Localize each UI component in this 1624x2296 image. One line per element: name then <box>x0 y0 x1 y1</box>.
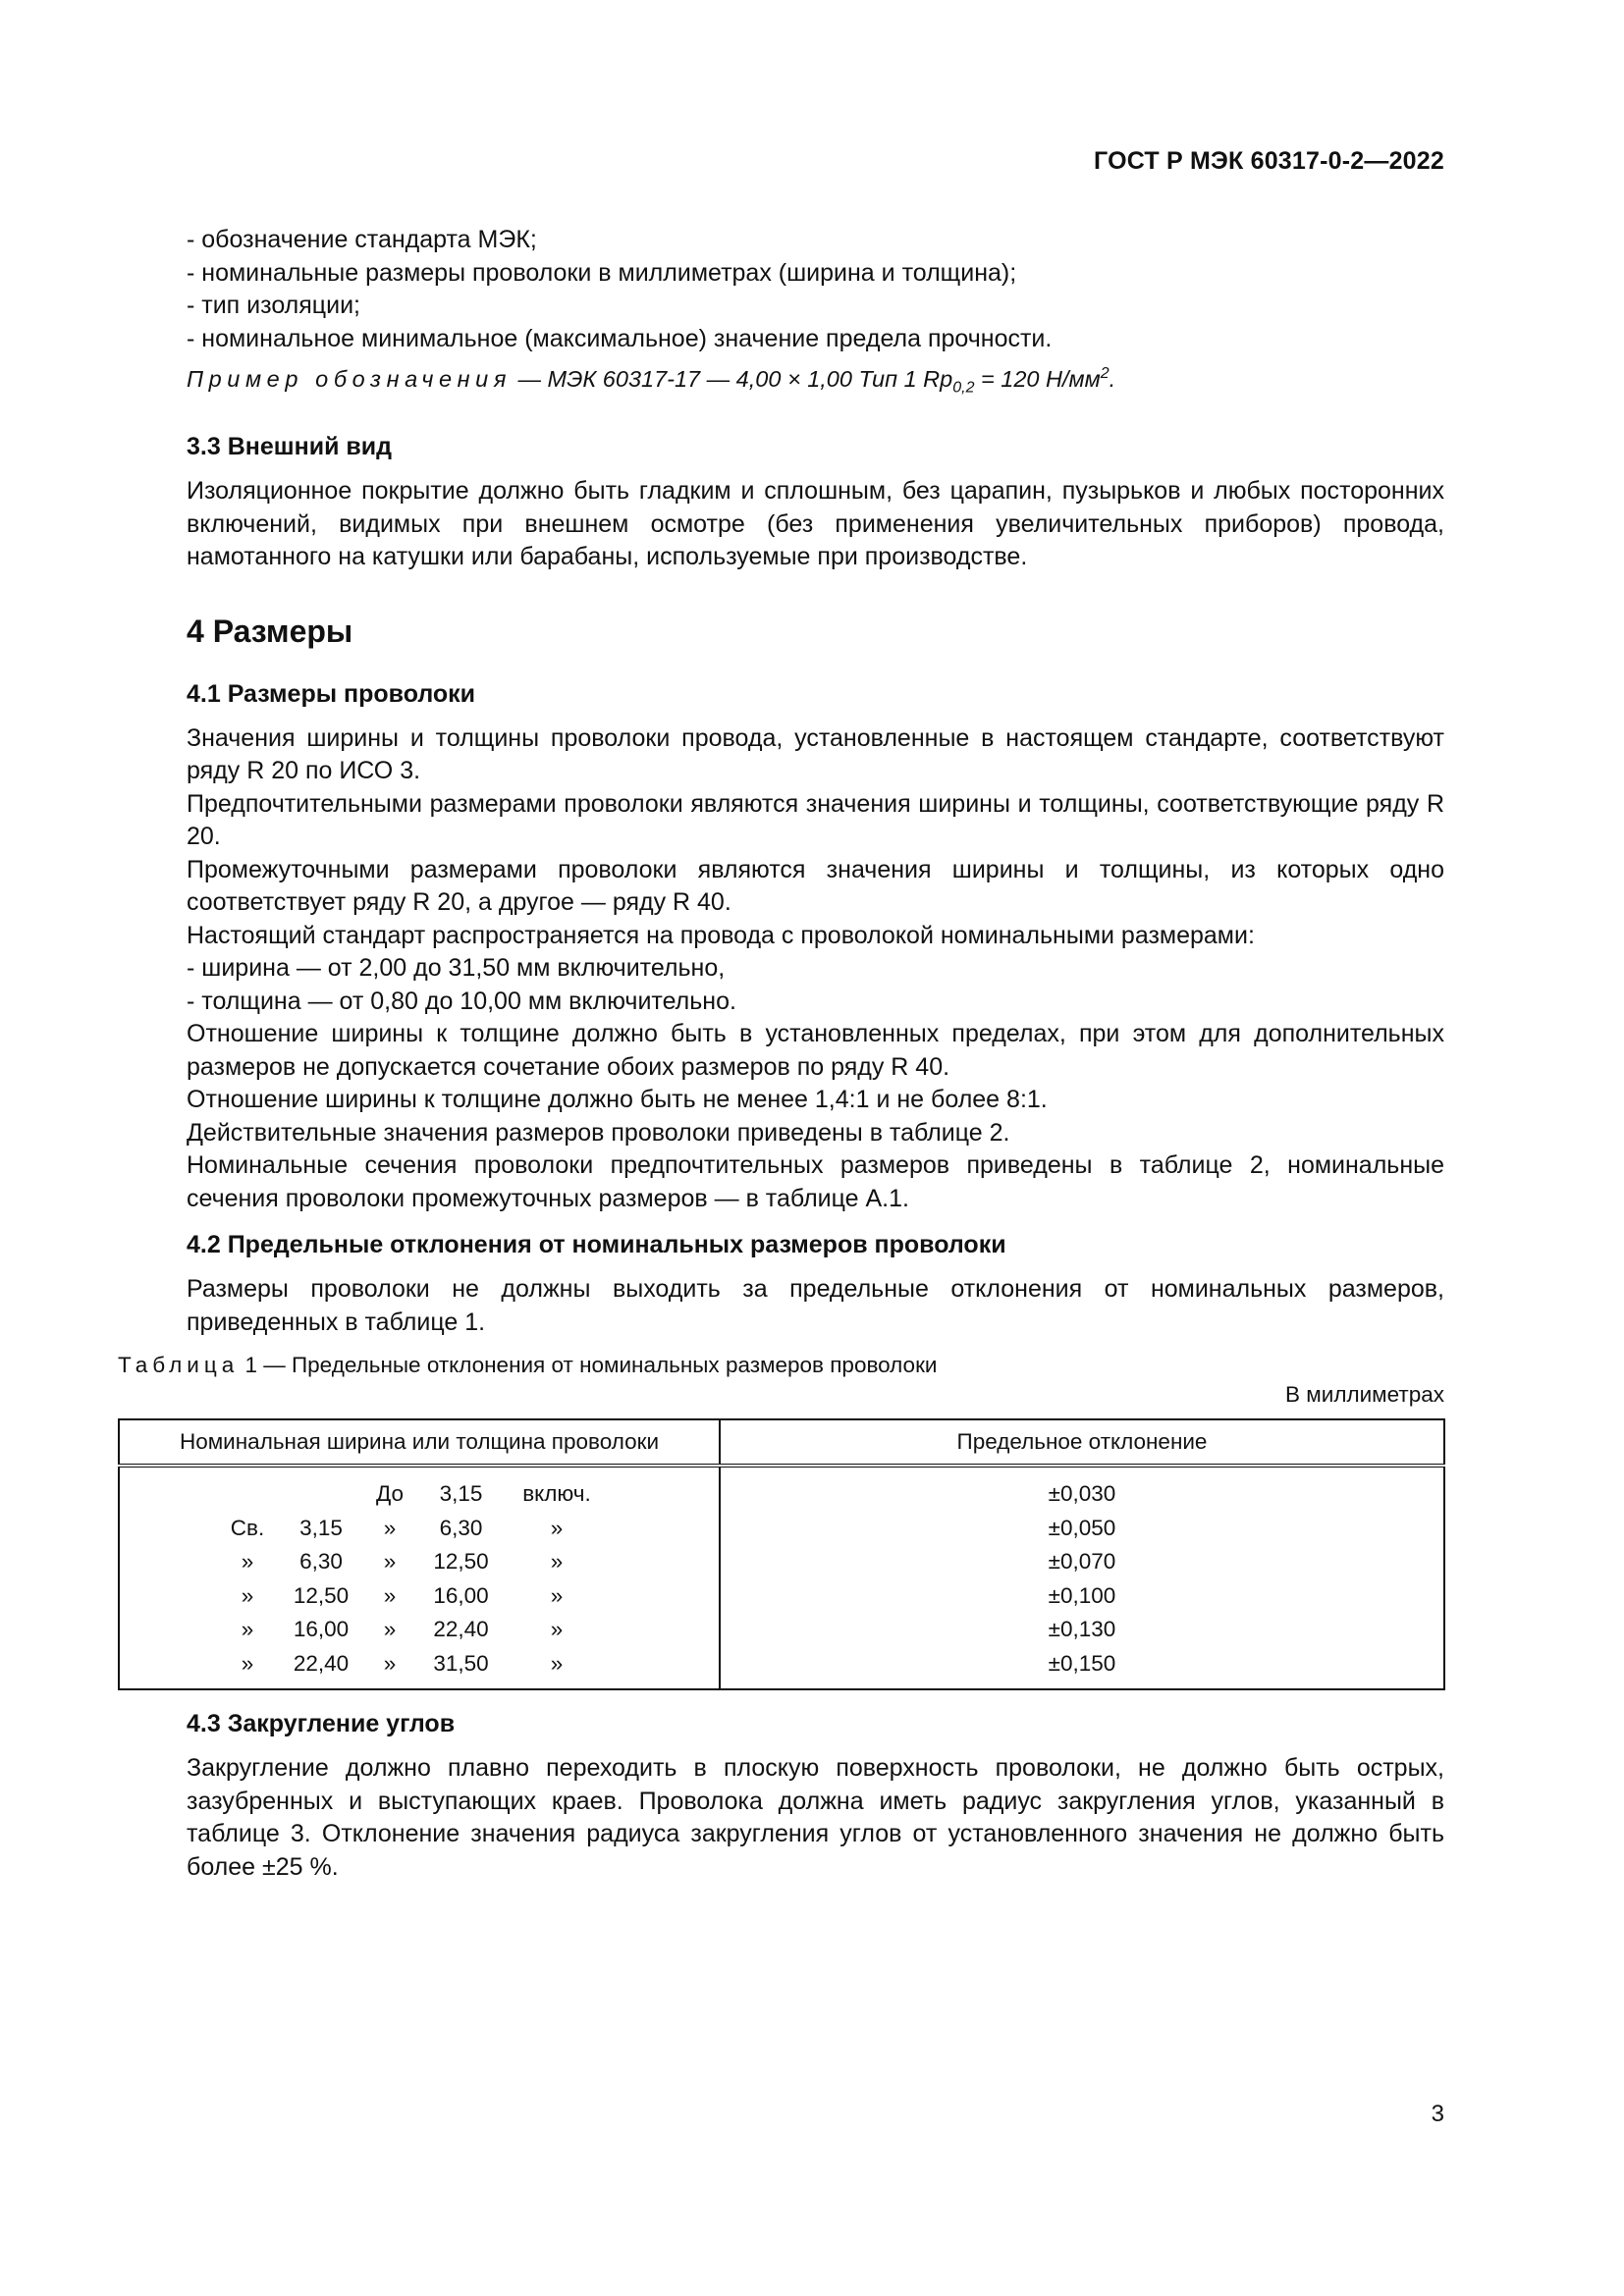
page-content <box>118 224 1444 1884</box>
paragraph: Предпочтительными размерами проволоки являются значения ширины и толщины, соответствующие ряду R 20. <box>187 789 1444 850</box>
table-cell: » <box>550 1617 564 1641</box>
table-cell: До <box>375 1481 404 1506</box>
designation-example: Пример обозначения — МЭК 60317-17 — 4,00 × 1,00 Тип 1 $Rp_{0,2} = 120$ $Н/мм^2$. <box>187 365 1116 397</box>
table-row <box>120 1613 719 1647</box>
table-cell-deviation: ±0,030 <box>1048 1481 1116 1506</box>
table-cell: 22,40 <box>293 1650 350 1676</box>
tolerance-table <box>118 1418 1445 1690</box>
table-cell: 12,50 <box>433 1549 489 1574</box>
table-cell: » <box>383 1617 397 1641</box>
table-unit: В миллиметрах <box>1285 1382 1444 1407</box>
table-cell: 16,00 <box>433 1582 489 1608</box>
section-heading-4-1: 4.1 Размеры проволоки <box>187 679 476 708</box>
example-label: Пример обозначения <box>187 366 512 392</box>
table-cell: » <box>241 1650 254 1676</box>
paragraph: Отношение ширины к толщине должно быть в установленных пределах, при этом для дополнительных размеров не допускается сочетание обоих размеров по ряду R 40. <box>187 1020 1444 1081</box>
table-cell: 16,00 <box>293 1617 350 1641</box>
table-cell-deviation: ±0,050 <box>1048 1515 1116 1540</box>
table-cell: » <box>241 1617 254 1641</box>
table-caption: Таблица 1 — Предельные отклонения от номинальных размеров проволоки <box>118 1353 938 1377</box>
table-header-deviation: Предельное отклонение <box>720 1419 1444 1466</box>
table-cell: » <box>383 1515 397 1540</box>
paragraph: Изоляционное покрытие должно быть гладким и сплошным, без царапин, пузырьков и любых посторонних включений, видимых при внешнем осмотре (без применения увеличительных приборов) провода, намотанного на катушки или барабаны, используемые при производстве. <box>187 477 1444 570</box>
table-cell: » <box>550 1582 564 1608</box>
paragraph: Действительные значения размеров проволоки приведены в таблице 2. <box>187 1118 1010 1147</box>
section-heading-4-3: 4.3 Закругление углов <box>187 1710 456 1737</box>
paragraph: Настоящий стандарт распространяется на провода с проволокой номинальными размерами: <box>187 921 1255 949</box>
table-cell-deviation: ±0,070 <box>1048 1549 1116 1574</box>
section-heading-4: 4 Размеры <box>187 613 353 649</box>
table-row <box>120 1477 719 1512</box>
section-heading-3-3: 3.3 Внешний вид <box>187 433 392 460</box>
table-row <box>120 1512 719 1546</box>
paragraph: Значения ширины и толщины проволоки провода, установленные в настоящем стандарте, соответствуют ряду R 20 по ИСО 3. <box>187 723 1444 784</box>
table-cell: » <box>383 1650 397 1676</box>
paragraph: Промежуточными размерами проволоки являются значения ширины и толщины, из которых одно соответствует ряду R 20, а другое — ряду R 40. <box>187 855 1444 916</box>
paragraph: Номинальные сечения проволоки предпочтительных размеров приведены в таблице 2, номинальные сечения проволоки промежуточных размеров — в таблице А.1. <box>187 1151 1444 1212</box>
table-cell-deviation: ±0,150 <box>1048 1650 1116 1676</box>
table-cell: » <box>550 1650 564 1676</box>
nominal-size-column <box>119 1466 720 1689</box>
table-row <box>120 1579 719 1614</box>
table-cell: » <box>550 1515 564 1540</box>
table-cell: 3,15 <box>439 1481 483 1506</box>
list-item: - номинальное минимальное (максимальное) значение предела прочности. <box>187 324 1053 352</box>
table-caption-label: Таблица <box>118 1353 240 1377</box>
table-cell: » <box>383 1549 397 1574</box>
list-item: - номинальные размеры проволоки в миллиметрах (ширина и толщина); <box>187 258 1017 287</box>
table-cell-deviation: ±0,100 <box>1048 1582 1116 1608</box>
table-cell: 6,30 <box>439 1515 483 1540</box>
list-item: - ширина — от 2,00 до 31,50 мм включительно, <box>187 954 726 982</box>
document-header: ГОСТ Р МЭК 60317-0-2—2022 <box>1094 147 1444 175</box>
table-cell: включ. <box>522 1481 591 1506</box>
list-item: - толщина — от 0,80 до 10,00 мм включительно. <box>187 987 736 1015</box>
section-heading-4-2: 4.2 Предельные отклонения от номинальных размеров проволоки <box>187 1231 1006 1258</box>
table-row <box>120 1545 719 1579</box>
table-cell: 6,30 <box>299 1549 343 1574</box>
table-cell: » <box>241 1582 254 1608</box>
list-item: - тип изоляции; <box>187 292 360 319</box>
table-header-nominal: Номинальная ширина или толщина проволоки <box>119 1419 720 1466</box>
table-cell-deviation: ±0,130 <box>1048 1617 1116 1641</box>
table-cell: » <box>383 1582 397 1608</box>
paragraph: Отношение ширины к толщине должно быть не менее 1,4:1 и не более 8:1. <box>187 1086 1048 1113</box>
table-cell: Св. <box>230 1515 265 1540</box>
list-item: - обозначение стандарта МЭК; <box>187 226 537 253</box>
table-cell: 31,50 <box>433 1650 489 1676</box>
table-cell: » <box>550 1549 564 1574</box>
page-number: 3 <box>1431 2101 1444 2127</box>
table-cell: 12,50 <box>293 1582 350 1608</box>
paragraph: Размеры проволоки не должны выходить за предельные отклонения от номинальных размеров, приведенных в таблице 1. <box>187 1275 1444 1336</box>
deviation-column <box>720 1466 1444 1689</box>
table-cell: » <box>241 1549 254 1574</box>
table-row <box>120 1647 719 1682</box>
paragraph: Закругление должно плавно переходить в плоскую поверхность проволоки, не должно быть острых, зазубренных и выступающих краев. Проволока должна иметь радиус закругления углов, указанный в таблице 3. Отклонение значения радиуса закругления углов от установленного значения не должно быть более ±25 %. <box>187 1754 1444 1881</box>
table-cell: 22,40 <box>433 1617 489 1641</box>
table-cell: 3,15 <box>299 1515 343 1540</box>
